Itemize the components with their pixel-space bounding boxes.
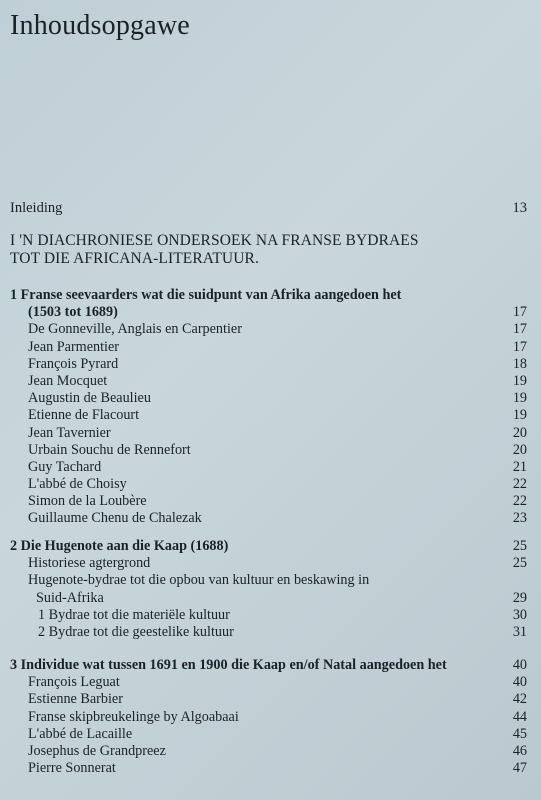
entry-page: 44	[512, 708, 527, 725]
entry-page: 20	[512, 441, 527, 458]
list-item	[10, 510, 527, 527]
entry-label: 2 Die Hugenote aan die Kaap (1688)	[10, 538, 229, 554]
entry-label: Jean Mocquet	[28, 372, 108, 389]
list-item	[10, 390, 527, 407]
list-item	[10, 709, 527, 726]
list-item	[10, 442, 527, 459]
list-item	[10, 555, 527, 572]
entry-page: 40	[512, 674, 527, 691]
part-heading-line1: I 'N DIACHRONIESE ONDERSOEK NA FRANSE BYDRAES	[10, 232, 419, 249]
chapter-3	[10, 657, 527, 777]
chapter-heading	[10, 538, 527, 555]
entry-label: Urbain Souchu de Rennefort	[28, 441, 191, 458]
entry-label: Pierre Sonnerat	[28, 760, 116, 777]
list-item	[10, 726, 527, 743]
entry-label: Suid-Afrika	[36, 589, 104, 606]
entry-label: 2 Bydrae tot die geestelike kultuur	[38, 623, 234, 640]
list-item-line: Hugenote-bydrae tot die opbou van kultuur en beskawing in	[28, 572, 370, 589]
entry-label: 3 Individue wat tussen 1691 en 1900 die Kaap en/of Natal aangedoen het	[10, 657, 447, 673]
entry-page: 42	[512, 691, 527, 708]
chapter-heading-cont	[10, 304, 527, 321]
entry-label: Guillaume Chenu de Chalezak	[28, 510, 202, 527]
entry-page: 25	[512, 555, 527, 572]
entry-page: 23	[512, 510, 527, 527]
entry-label: François Leguat	[28, 674, 120, 691]
entry-page: 47	[512, 760, 527, 777]
entry-label: Augustin de Beaulieu	[28, 390, 151, 407]
list-item	[10, 607, 527, 624]
list-item	[10, 476, 527, 493]
entry-page: 19	[512, 390, 527, 407]
entry-label: Josephus de Grandpreez	[28, 742, 166, 759]
entry-page: 17	[512, 304, 527, 321]
entry-label: Historiese agtergrond	[28, 555, 151, 572]
entry-label: Franse skipbreukelinge by Algoabaai	[28, 708, 239, 725]
entry-page: 22	[512, 493, 527, 510]
chapter-heading	[10, 657, 527, 674]
entry-page: 21	[512, 458, 527, 475]
entry-page: 17	[512, 338, 527, 355]
chapter-1	[10, 287, 527, 528]
entry-page: 13	[512, 200, 527, 216]
list-item	[10, 624, 527, 641]
entry-page: 20	[512, 424, 527, 441]
list-item	[10, 407, 527, 424]
entry-label: Jean Parmentier	[28, 338, 119, 355]
list-item	[10, 459, 527, 476]
entry-label: L'abbé de Choisy	[28, 476, 127, 493]
list-item	[10, 691, 527, 708]
entry-page: 18	[512, 355, 527, 372]
part-heading-line2: TOT DIE AFRICANA-LITERATUUR.	[10, 250, 259, 267]
entry-page: 31	[512, 623, 527, 640]
list-item	[10, 760, 527, 777]
entry-label: (1503 tot 1689)	[28, 304, 118, 321]
part-heading	[10, 232, 527, 268]
list-item	[10, 425, 527, 442]
list-item	[10, 339, 527, 356]
list-item	[10, 373, 527, 390]
entry-page: 46	[512, 742, 527, 759]
entry-page: 22	[512, 476, 527, 493]
toc-entry-inleiding	[10, 200, 527, 217]
chapter-heading: 1 Franse seevaarders wat die suidpunt van Afrika aangedoen het	[10, 287, 402, 303]
list-item	[10, 674, 527, 691]
list-item	[10, 493, 527, 510]
chapter-2	[10, 538, 527, 641]
entry-page: 19	[512, 372, 527, 389]
entry-page: 29	[512, 589, 527, 606]
page-title: Inhoudsopgawe	[10, 10, 190, 41]
list-item	[10, 356, 527, 373]
entry-label: Estienne Barbier	[28, 691, 123, 708]
entry-page: 17	[512, 321, 527, 338]
entry-page: 45	[512, 725, 527, 742]
entry-page: 19	[512, 407, 527, 424]
entry-label: Inleiding	[10, 200, 63, 216]
entry-label: 1 Bydrae tot die materiële kultuur	[38, 606, 230, 623]
entry-label: L'abbé de Lacaille	[28, 725, 133, 742]
entry-label: Jean Tavernier	[28, 424, 111, 441]
list-item	[10, 321, 527, 338]
entry-label: Guy Tachard	[28, 458, 102, 475]
entry-page: 30	[512, 606, 527, 623]
list-item	[10, 590, 527, 607]
entry-page: 40	[512, 657, 527, 673]
entry-page: 25	[512, 538, 527, 554]
entry-label: François Pyrard	[28, 355, 119, 372]
entry-label: Simon de la Loubère	[28, 493, 147, 510]
entry-label: De Gonneville, Anglais en Carpentier	[28, 321, 242, 338]
entry-label: Etienne de Flacourt	[28, 407, 140, 424]
list-item	[10, 743, 527, 760]
